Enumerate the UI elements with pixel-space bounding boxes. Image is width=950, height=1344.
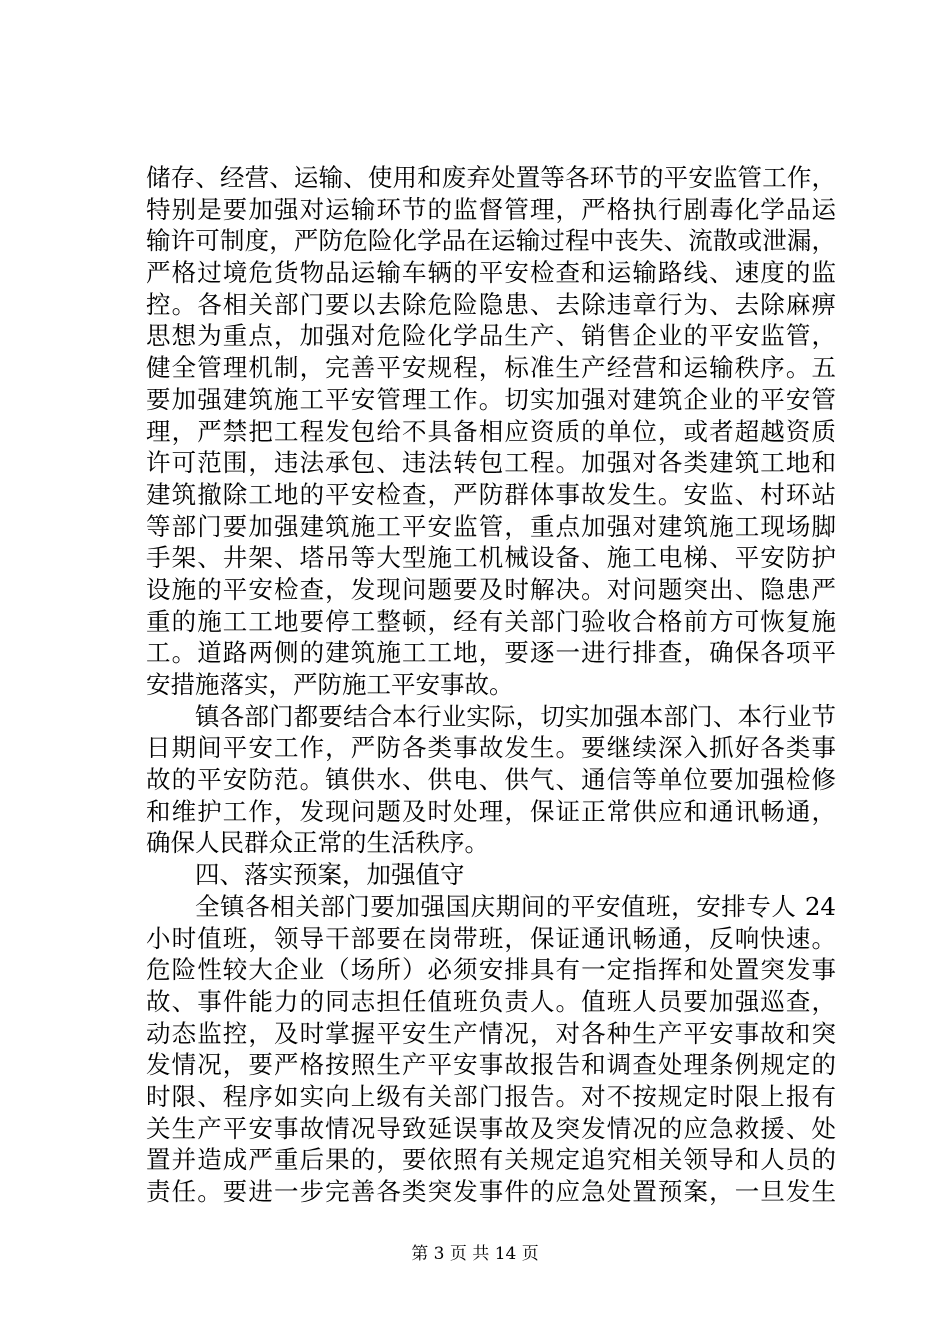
text-line: 等部门要加强建筑施工平安监管，重点加强对建筑施工现场脚	[146, 511, 836, 541]
text-line: 储存、经营、运输、使用和废弃处置等各环节的平安监管工作，	[146, 163, 836, 192]
text-line: 重的施工工地要停工整顿，经有关部门验收合格前方可恢复施	[146, 606, 836, 636]
text-line: 严格过境危货物品运输车辆的平安检查和运输路线、速度的监	[146, 258, 836, 288]
text-line: 建筑撤除工地的平安检查，严防群体事故发生。安监、村环站	[146, 479, 836, 509]
paragraph-start-line: 全镇各相关部门要加强国庆期间的平安值班，安排专人 24	[195, 891, 836, 921]
page-footer	[0, 1243, 950, 1265]
text-line: 理，严禁把工程发包给不具备相应资质的单位，或者超越资质	[146, 416, 836, 446]
section-heading: 四、落实预案，加强值守	[195, 860, 465, 890]
text-line: 手架、井架、塔吊等大型施工机械设备、施工电梯、平安防护	[146, 543, 836, 573]
text-line: 确保人民群众正常的生活秩序。	[146, 828, 489, 858]
text-line: 工。道路两侧的建筑施工工地，要逐一进行排查，确保各项平	[146, 638, 836, 668]
text-line: 特别是要加强对运输环节的监督管理，严格执行剧毒化学品运	[146, 194, 836, 224]
text-line: 安措施落实，严防施工平安事故。	[146, 670, 514, 699]
text-line: 小时值班，领导干部要在岗带班，保证通讯畅通，反响快速。	[146, 923, 836, 953]
text-line: 要加强建筑施工平安管理工作。切实加强对建筑企业的平安管	[146, 384, 836, 414]
text-line: 许可范围，违法承包、违法转包工程。加强对各类建筑工地和	[146, 448, 836, 478]
text-line: 责任。要进一步完善各类突发事件的应急处置预案，一旦发生	[146, 1177, 836, 1206]
text-line: 时限、程序如实向上级有关部门报告。对不按规定时限上报有	[146, 1081, 836, 1111]
paragraph-start-line: 镇各部门都要结合本行业实际，切实加强本部门、本行业节	[195, 701, 836, 731]
text-line: 动态监控，及时掌握平安生产情况，对各种生产平安事故和突	[146, 1018, 836, 1048]
text-line: 输许可制度，严防危险化学品在运输过程中丧失、流散或泄漏，	[146, 226, 836, 256]
text-line: 置并造成严重后果的，要依照有关规定追究相关领导和人员的	[146, 1145, 836, 1175]
text-line: 故、事件能力的同志担任值班负责人。值班人员要加强巡查，	[146, 986, 836, 1016]
page-number: 第 3 页 共 14 页	[411, 1244, 539, 1264]
text-line: 故的平安防范。镇供水、供电、供气、通信等单位要加强检修	[146, 765, 836, 795]
text-line: 控。各相关部门要以去除危险隐患、去除违章行为、去除麻痹	[146, 289, 836, 319]
text-line: 思想为重点，加强对危险化学品生产、销售企业的平安监管，	[146, 321, 836, 351]
text-line: 健全管理机制，完善平安规程，标准生产经营和运输秩序。五	[146, 353, 836, 383]
text-line: 关生产平安事故情况导致延误事故及突发情况的应急救援、处	[146, 1113, 836, 1143]
text-line: 危险性较大企业（场所）必须安排具有一定指挥和处置突发事	[146, 955, 836, 985]
text-line: 和维护工作，发现问题及时处理，保证正常供应和通讯畅通，	[146, 796, 836, 826]
text-line: 发情况，要严格按照生产平安事故报告和调查处理条例规定的	[146, 1050, 836, 1080]
text-line: 设施的平安检查，发现问题要及时解决。对问题突出、隐患严	[146, 574, 836, 604]
text-line: 日期间平安工作，严防各类事故发生。要继续深入抓好各类事	[146, 733, 836, 763]
document-body	[146, 162, 836, 1208]
